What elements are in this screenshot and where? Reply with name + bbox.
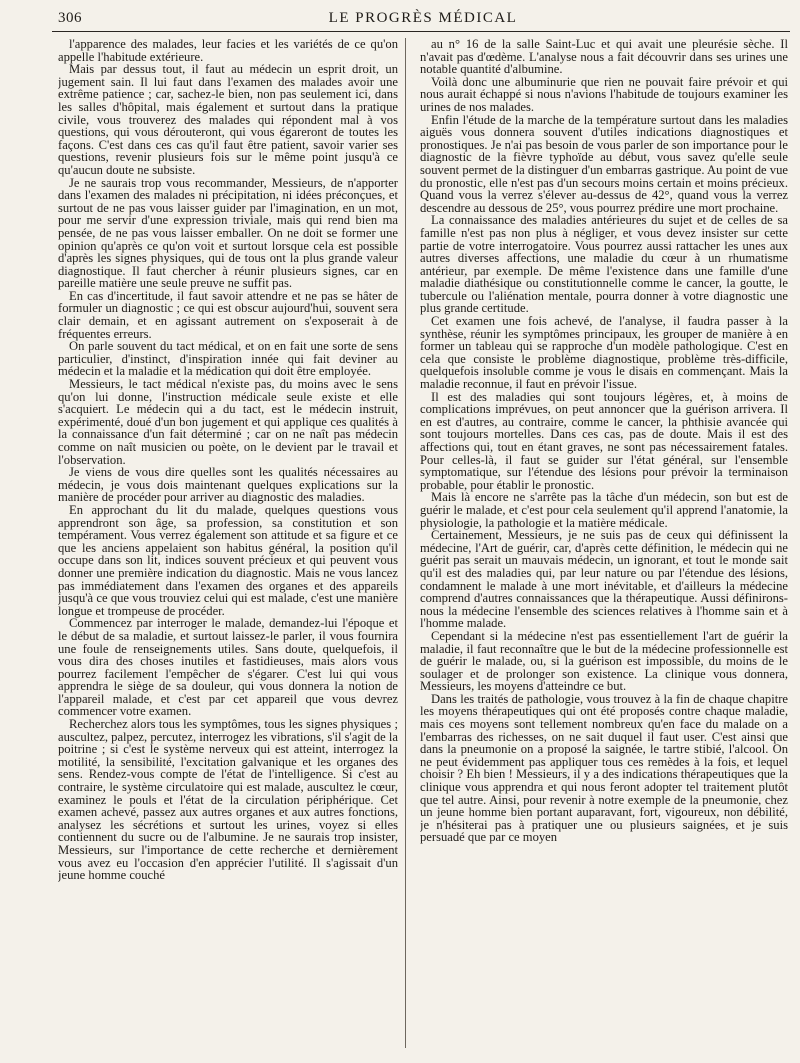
paragraph: Il est des maladies qui sont toujours légères, et, à moins de complications imprévues, on peut annoncer que la guérison arrivera. Il en est d'autres, au contraire, comme le cancer, la phthisie avancée qui sont toujours mortelles. Dans ces cas, pas de doute. Mais il est des affections qui, tout en étant graves, ne sont pas nécessairement fatales. Pour celles-là, il faut se guider sur l'état général, sur l'ensemble symptomatique, sur l'étendue des lésions pour prévoir la terminaison probable, pour établir le pronostic.: [420, 389, 788, 492]
paragraph: En approchant du lit du malade, quelques questions vous apprendront son âge, sa profession, sa constitution et son tempérament. Vous verrez également son attitude et sa figure et ce que les anciens appelaient son habitus général, la position qu'il occupe dans son lit, indices souvent précieux et qui peuvent vous donner une première indication du diagnostic. Mais ne vous lancez pas immédiatement dans l'examen des organes et des appareils jusqu'à ce que vous trouviez celui qui est malade, c'est une manière longue et trompeuse de procéder.: [58, 502, 398, 618]
left-column: [58, 38, 398, 1053]
right-column: [420, 38, 788, 1053]
paragraph: Mais par dessus tout, il faut au médecin un esprit droit, un jugement sain. Il lui faut dans l'examen des malades avoir une extrême patience ; car, sachez-le bien, non pas seulement ici, dans les salles d'hôpital, mais également et surtout dans la pratique civile, vous trouverez des malades qui répondent mal à vos questions, qui vous dérouteront, qui vous égareront de toutes les façons. C'est dans ces cas qu'il faut être patient, savoir varier ses questions, revenir plusieurs fois sur le même point jusqu'à ce qu'aucun doute ne subsiste.: [58, 62, 398, 177]
paragraph: La connaissance des maladies antérieures du sujet et de celles de sa famille n'est pas non plus à négliger, et vous devez insister sur cette partie de votre interrogatoire. Vous pourrez aussi rattacher les unes aux autres diverses affections, une maladie du cœur à un rhumatisme antérieur, par exemple. De même l'existence dans une famille d'une maladie diathésique ou constitutionnelle comme le cancer, la goutte, le tubercule ou l'aliénation mentale, pourra donner à votre diagnostic une plus grande certitude.: [420, 213, 788, 316]
paragraph: En cas d'incertitude, il faut savoir attendre et ne pas se hâter de formuler un diagnostic ; ce qui est obscur aujourd'hui, souvent sera clair demain, et en agissant autrement on s'exposerait à de fréquentes erreurs.: [58, 288, 398, 341]
paragraph: Je ne saurais trop vous recommander, Messieurs, de n'apporter dans l'examen des malades ni précipitation, ni idées préconçues, et surtout de ne pas vous laisser guider par l'imagination, en un mot, pour me servir d'une expression triviale, mais qui rend bien ma pensée, de ne pas vous laisser emballer. On ne doit se former une opinion qu'après ce qu'on voit et surtout lorsque cela est possible d'après les signes physiques, qui de tous ont la plus grande valeur diagnostique. Il faut chercher à réunir plusieurs signes, car en pareille matière une seule preuve ne suffit pas.: [58, 175, 398, 291]
journal-title: LE PROGRÈS MÉDICAL: [328, 10, 518, 26]
paragraph: Messieurs, le tact médical n'existe pas, du moins avec le sens qu'on lui donne, l'instruction médicale seule existe et elle s'acquiert. Le médecin qui a du tact, est le médecin instruit, expérimenté, doué d'un bon jugement et qui applique ces qualités à la connaissance d'un fait déterminé ; car on ne naît pas médecin comme on naît musicien ou poète, on le devient par le travail et l'observation.: [58, 377, 398, 467]
paragraph: Voilà donc une albuminurie que rien ne pouvait faire prévoir et qui nous aurait échappé si nous n'avions l'habitude de toujours examiner les urines de nos malades.: [420, 74, 788, 114]
paragraph: Je viens de vous dire quelles sont les qualités nécessaires au médecin, je vous dois maintenant quelques explications sur la manière de procéder pour arriver au diagnostic des maladies.: [58, 465, 398, 505]
column-divider: [405, 38, 406, 1048]
running-header: [58, 8, 788, 30]
paragraph: Cet examen une fois achevé, de l'analyse, il faudra passer à la synthèse, réunir les symptômes principaux, les grouper de manière à en former un tableau qui se rapproche d'un modèle pathologique. C'est en cela que consiste le problème diagnostique, problème très-difficile, quelquefois insoluble comme je vous le disais en commençant. Mais la maladie reconnue, il faut en prévoir l'issue.: [420, 314, 788, 392]
paragraph: Recherchez alors tous les symptômes, tous les signes physiques ; auscultez, palpez, percutez, interrogez les vibrations, s'il s'agit de la poitrine ; si c'est le système nerveux qui est atteint, interrogez la motilité, la sensibilité, l'excitation galvanique et les organes des sens. Rendez-vous compte de l'état de l'intelligence. Si c'est au contraire, le système circulatoire qui est malade, auscultez le cœur, examinez le pouls et l'état de la circulation périphérique. Cet examen achevé, passez aux autres organes et aux autres fonctions, analysez les sécrétions et surtout les urines, voyez si elles contiennent du sucre ou de l'albumine. Je ne saurais trop insister, Messieurs, sur l'importance de cette recherche et dernièrement vous avez eu l'occasion d'en apprécier l'utilité. Il s'agissait d'un jeune homme couché: [58, 717, 398, 883]
paragraph: Cependant si la médecine n'est pas essentiellement l'art de guérir la maladie, il faut reconnaître que le but de la médecine professionnelle est de guérir le malade, ou, si la guérison est impossible, du moins de le soulager et de prolonger son existence. La clinique vous donnera, Messieurs, les moyens d'atteindre ce but.: [420, 628, 788, 694]
header-rule: [52, 31, 790, 32]
paragraph: Dans les traités de pathologie, vous trouvez à la fin de chaque chapitre les moyens thérapeutiques qui ont été proposés contre chaque maladie, mais ces moyens sont tellement nombreux qu'en face du malade on a l'embarras des richesses, on ne sait duquel il faut user. C'est ainsi que dans la pneumonie on a proposé la saignée, le tartre stibié, l'alcool. On ne peut évidemment pas appliquer tous ces remèdes à la fois, et lequel choisir ? Eh bien ! Messieurs, il y a des indications thérapeutiques que la clinique vous apprendra et qui nous feront adopter tel traitement plutôt que tel autre. Ainsi, pour revenir à notre exemple de la pneumonie, chez un jeune homme bien portant auparavant, fort, vigoureux, non débilité, je n'hésiterai pas à pratiquer une ou plusieurs saignées, et je suis persuadé que par ce moyen: [420, 691, 788, 845]
paragraph: On parle souvent du tact médical, et on en fait une sorte de sens particulier, d'instinct, d'inspiration innée qui fait deviner au médecin et la maladie et la médication qui doit être employée.: [58, 339, 398, 379]
paragraph: Commencez par interroger le malade, demandez-lui l'époque et le début de sa maladie, et surtout laissez-le parler, il vous fournira une foule de renseignements utiles. Sans doute, quelquefois, il vous dira des choses inutiles et fastidieuses, mais alors vous pourrez facilement l'empêcher de s'égarer. C'est lui qui vous apprendra le siège de sa douleur, qui vous donnera la notion de l'appareil malade, et c'est par cet appareil que vous devrez commencer votre examen.: [58, 616, 398, 719]
paragraph: au n° 16 de la salle Saint-Luc et qui avait une pleurésie sèche. Il n'avait pas d'œdème. L'analyse nous a fait découvrir dans ses urines une notable quantité d'albumine.: [420, 38, 788, 77]
paragraph: l'apparence des malades, leur facies et les variétés de ce qu'on appelle l'habitude extérieure.: [58, 38, 398, 64]
page-number: 306: [58, 10, 82, 26]
paragraph: Mais là encore ne s'arrête pas la tâche d'un médecin, son but est de guérir le malade, et c'est pour cela seulement qu'il apprend l'anatomie, la physiologie, la pathologie et la matière médicale.: [420, 490, 788, 530]
paragraph: Certainement, Messieurs, je ne suis pas de ceux qui définissent la médecine, l'Art de guérir, car, d'après cette définition, le médecin qui ne guérit pas serait un mauvais médecin, un ignorant, et tout le monde sait qu'il est des maladies qui, par leur nature ou par l'étendue des lésions, condamnent le malade à une mort inévitable, et d'ailleurs la médecine comprend d'autres connaissances que la thérapeutique. Aussi définirons-nous la médecine l'ensemble des sciences relatives à l'homme sain et à l'homme malade.: [420, 528, 788, 631]
paragraph: Enfin l'étude de la marche de la température surtout dans les maladies aiguës vous donnera souvent d'utiles indications diagnostiques et pronostiques. Je n'ai pas besoin de vous parler de son importance pour le diagnostic de la fièvre typhoïde au début, vous savez qu'elle seule souvent permet de la distinguer d'un embarras gastrique. Au point de vue du pronostic, elle n'est pas d'un secours moins certain et moins précieux. Quand vous la verrez s'élever au-dessus de 42°, quand vous la verrez descendre au dessous de 25°, vous pourrez prédire une mort prochaine.: [420, 112, 788, 215]
